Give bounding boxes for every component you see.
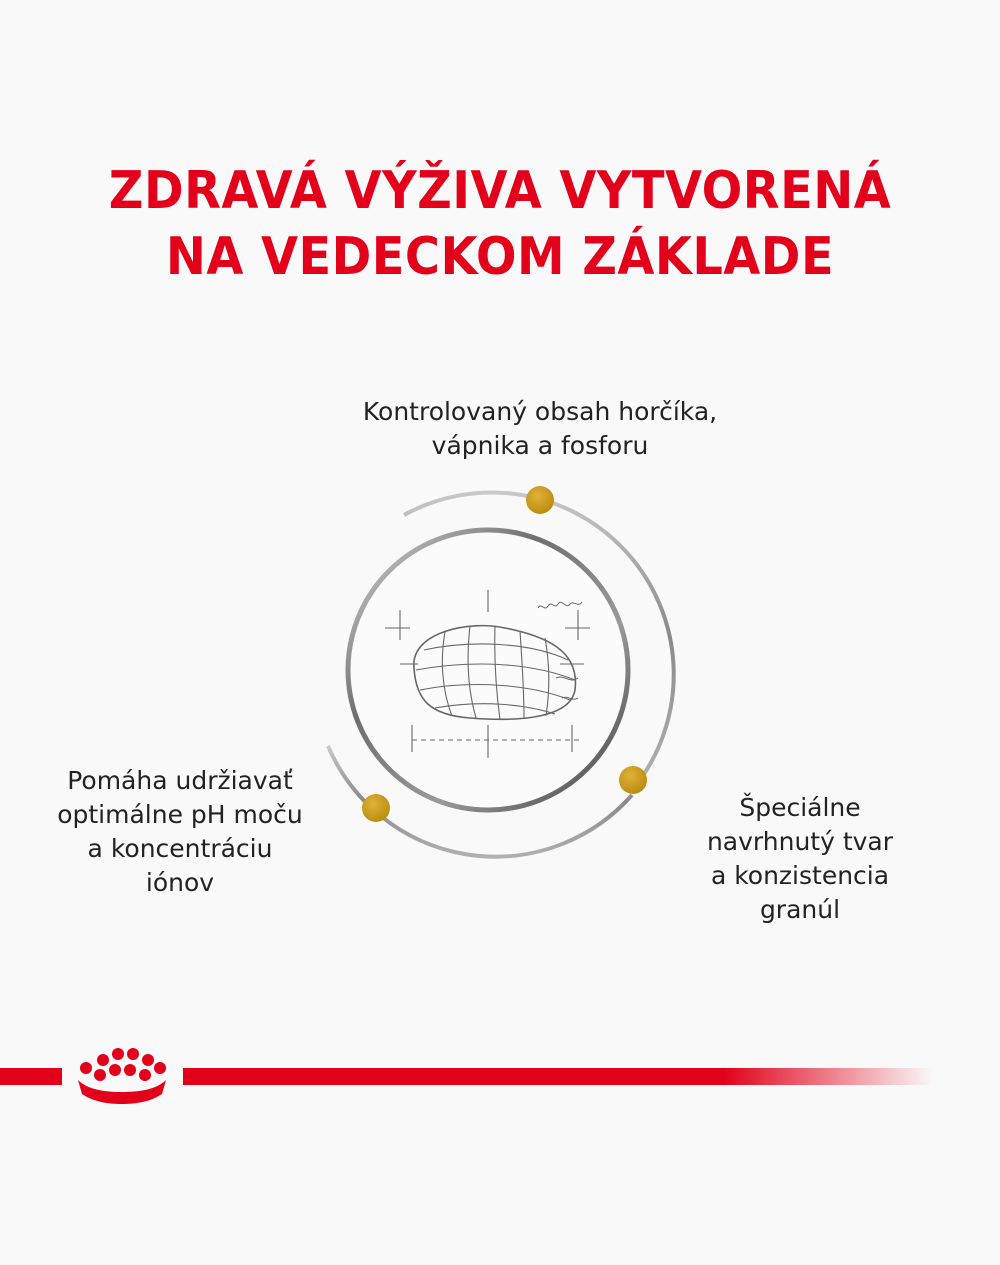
benefit-top-line-1: Kontrolovaný obsah horčíka, (362, 397, 718, 426)
gold-dot-right (619, 766, 647, 794)
benefit-left-line-1: Pomáha udržiavať (67, 766, 293, 795)
page-title-line-1: ZDRAVÁ VÝŽIVA VYTVORENÁ (108, 161, 892, 221)
benefit-right-line-3: a konzistencia (710, 861, 890, 890)
gold-dot-left (362, 794, 390, 822)
benefit-right-line-2: navrhnutý tvar (706, 827, 894, 856)
benefit-right-line-4: granúl (759, 895, 841, 924)
page-title-line-2: NA VEDECKOM ZÁKLADE (165, 227, 835, 287)
footer-bar-right (183, 1068, 933, 1085)
benefit-left-line-4: iónov (145, 868, 215, 897)
benefit-left-line-3: a koncentráciu (87, 834, 273, 863)
royal-canin-crown-logo (78, 1048, 166, 1104)
benefit-left-line-2: optimálne pH moču (57, 800, 303, 829)
footer-bar-left (0, 1068, 62, 1085)
benefit-right-line-1: Špeciálne (739, 793, 861, 822)
benefit-top-line-2: vápnika a fosforu (431, 431, 649, 460)
gold-dot-top (526, 486, 554, 514)
inner-ring (348, 530, 628, 810)
